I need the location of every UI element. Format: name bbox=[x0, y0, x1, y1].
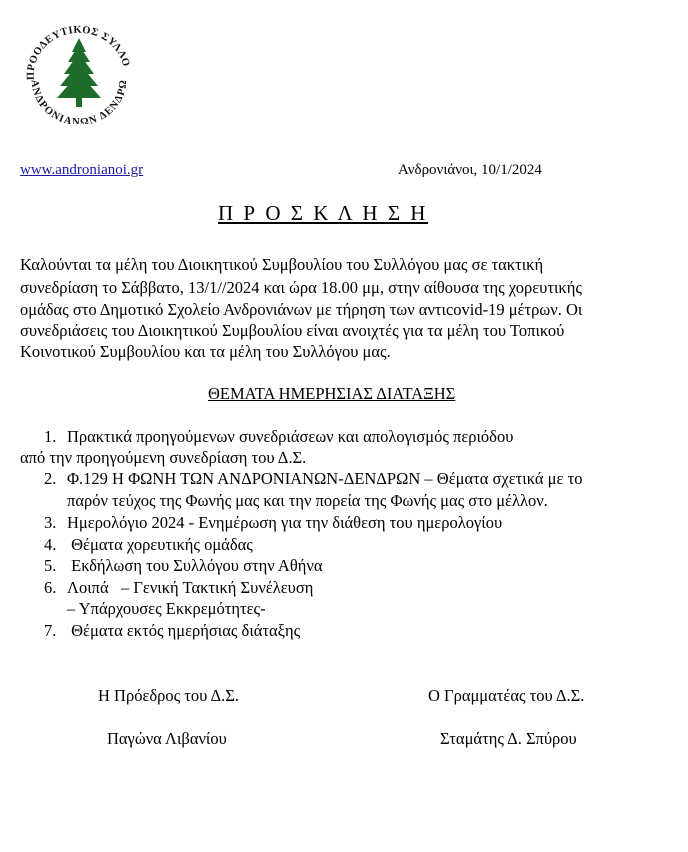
agenda-item-text-cont: παρόν τεύχος της Φωνής μας και την πορεία της Φωνής μας στο μέλλον. bbox=[67, 491, 548, 510]
intro-line: συνεδριάσεις του Διοικητικού Συμβουλίου είναι ανοιχτές για τα μέλη του Τοπικού bbox=[20, 321, 565, 340]
logo-bottom-text: ΑΝΔΡΟΝΙΑΝΩΝ ΔΕΝΔΡΩ bbox=[28, 78, 130, 124]
intro-line: Κοινοτικού Συμβουλίου και τα μέλη του Συλλόγου μας. bbox=[20, 342, 391, 361]
agenda-item-number: 4. bbox=[44, 535, 57, 554]
logo-top-text: ΠΡΟΟΔΕΥΤΙΚΟΣ ΣΥΛΛΟ bbox=[25, 24, 132, 81]
agenda-item-number: 3. bbox=[44, 513, 57, 532]
agenda-item-text: Πρακτικά προηγούμενων συνεδριάσεων και απολογισμός περιόδου bbox=[67, 427, 514, 446]
association-logo bbox=[20, 18, 138, 124]
agenda-item-number: 6. bbox=[44, 578, 57, 597]
agenda-item-number: 2. bbox=[44, 469, 57, 488]
agenda-item-text: Ημερολόγιο 2024 - Ενημέρωση για την διάθεση του ημερολογίου bbox=[67, 513, 503, 532]
agenda-item-text: Λοιπά – Γενική Τακτική Συνέλευση bbox=[67, 578, 314, 597]
intro-line: συνεδρίαση το Σάββατο, 13/1//2024 και ώρα 18.00 μμ, στην αίθουσα της χορευτικής bbox=[20, 278, 582, 297]
intro-line: ομάδας στο Δημοτικό Σχολείο Ανδρονιάνων με τήρηση των αντιcovid-19 μέτρων. Οι bbox=[20, 300, 583, 319]
president-name: Παγώνα Λιβανίου bbox=[107, 729, 227, 748]
agenda-item-text-cont: από την προηγούμενη συνεδρίαση του Δ.Σ. bbox=[20, 448, 307, 467]
agenda-item-number: 5. bbox=[44, 556, 57, 575]
intro-line: Καλούνται τα μέλη του Διοικητικού Συμβουλίου του Συλλόγου μας σε τακτική bbox=[20, 255, 544, 274]
website-link[interactable]: www.andronianoi.gr bbox=[20, 162, 144, 178]
logo-graphic bbox=[20, 18, 138, 124]
agenda-item-number: 7. bbox=[44, 621, 57, 640]
pine-tree-icon bbox=[57, 38, 101, 107]
agenda-item-text: Φ.129 Η ΦΩΝΗ ΤΩΝ ΑΝΔΡΟΝΙΑΝΩΝ-ΔΕΝΔΡΩΝ – Θέματα σχετικά με το bbox=[67, 469, 583, 488]
agenda-heading: ΘΕΜΑΤΑ ΗΜΕΡΗΣΙΑΣ ΔΙΑΤΑΞΗΣ bbox=[208, 384, 456, 403]
secretary-name: Σταμάτης Δ. Σπύρου bbox=[440, 729, 577, 748]
secretary-role: Ο Γραμματέας του Δ.Σ. bbox=[428, 686, 585, 705]
document-title: Π Ρ Ο Σ Κ Λ Η Σ Η bbox=[218, 201, 428, 225]
agenda-item-text: Θέματα εκτός ημερήσιας διάταξης bbox=[67, 621, 301, 640]
agenda-item-text: Εκδήλωση του Συλλόγου στην Αθήνα bbox=[67, 556, 323, 575]
agenda-item-text-cont: – Υπάρχουσες Εκκρεμότητες- bbox=[67, 599, 266, 618]
agenda-item-number: 1. bbox=[44, 427, 57, 446]
place-date: Ανδρονιάνοι, 10/1/2024 bbox=[398, 162, 542, 178]
president-role: Η Πρόεδρος του Δ.Σ. bbox=[98, 686, 240, 705]
agenda-item-text: Θέματα χορευτικής ομάδας bbox=[67, 535, 253, 554]
